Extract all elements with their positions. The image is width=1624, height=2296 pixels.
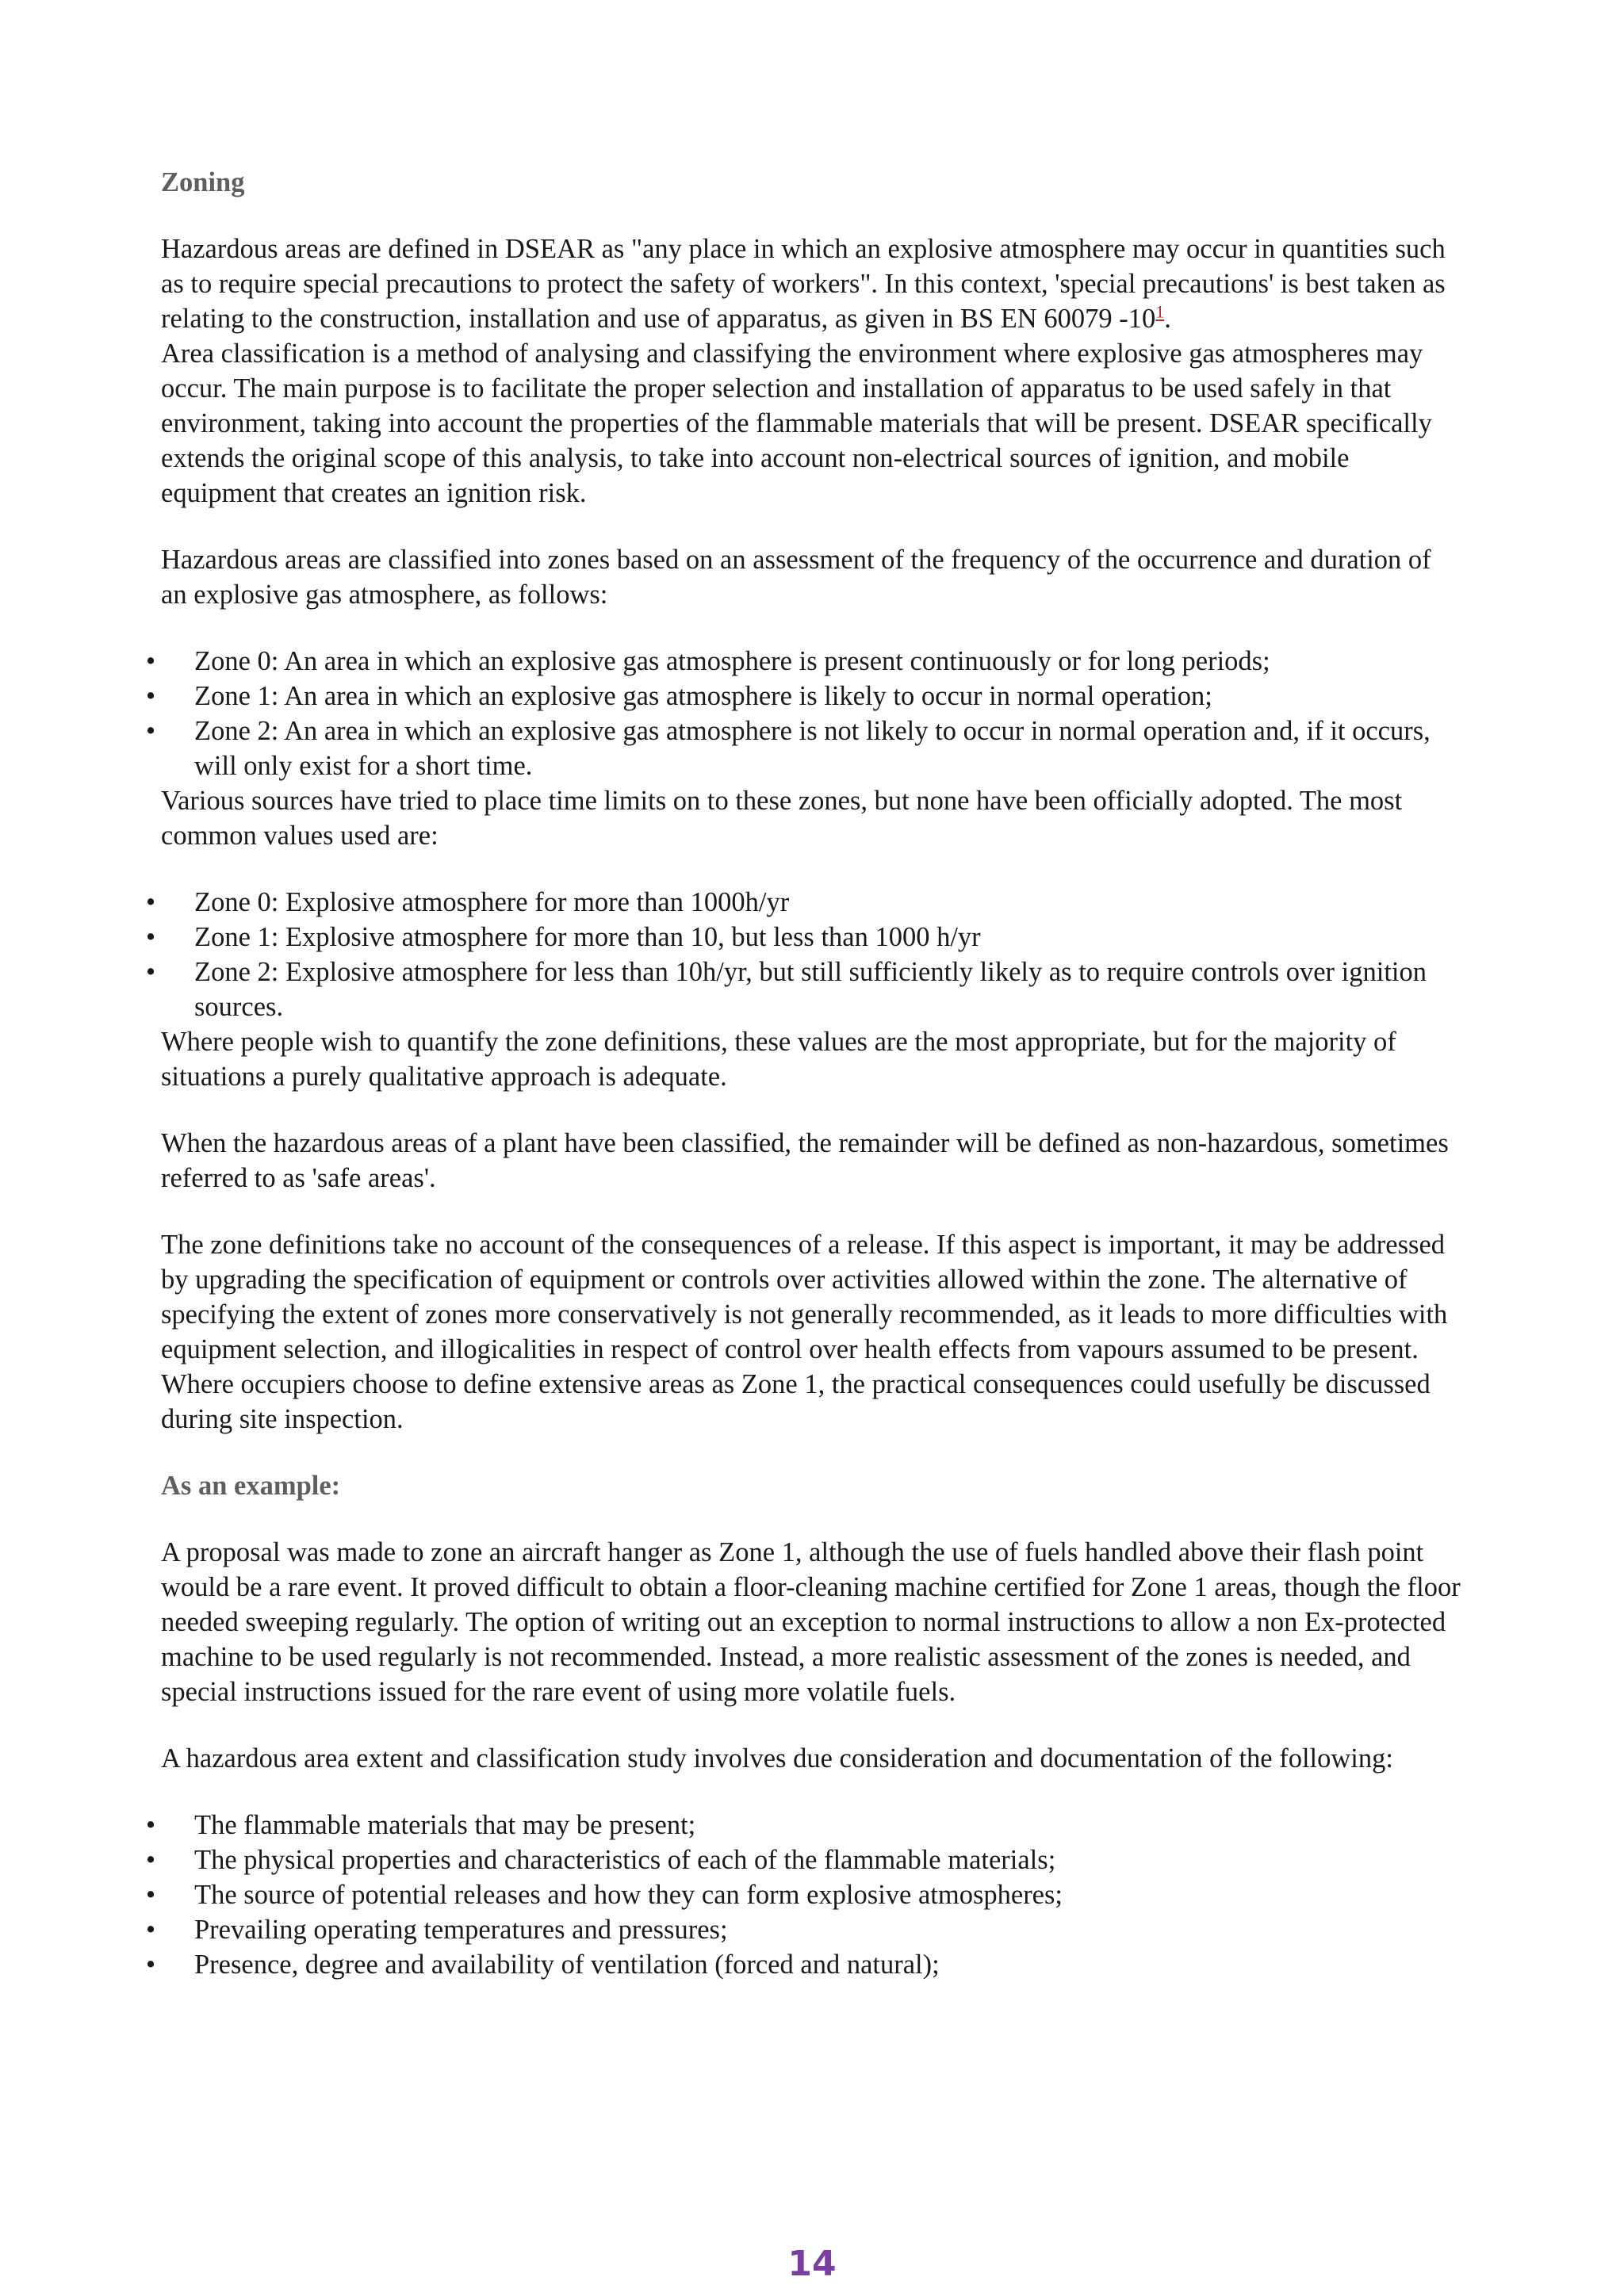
paragraph-zones-intro: Hazardous areas are classified into zones based on an assessment of the frequency of the occurrence and duration of an explosive gas atmosphere, as follows: bbox=[161, 545, 1431, 610]
list-item-text: The physical properties and characteristics of each of the flammable materials; bbox=[194, 1845, 1056, 1875]
zones-list bbox=[0, 644, 1461, 783]
list-item-text: The flammable materials that may be present; bbox=[194, 1810, 696, 1840]
paragraph-consequences: The zone definitions take no account of the consequences of a release. If this aspect is important, it may be addressed by upgrading the specification of equipment or controls over activities allowed within the zone. The alternative of specifying the extent of zones more conservatively is not generally recommended, as it leads to more difficulties with equipment selection, and illogicalities in respect of control over health effects from vapours assumed to be present. Where occupiers choose to define extensive areas as Zone 1, the practical consequences could usefully be discussed during site inspection. bbox=[161, 1230, 1448, 1434]
heading-example: As an example: bbox=[161, 1471, 341, 1501]
page-content bbox=[145, 165, 1461, 1982]
list-item bbox=[0, 644, 1461, 679]
list-item-text: Prevailing operating temperatures and pressures; bbox=[194, 1915, 728, 1945]
time-limits-list bbox=[0, 885, 1461, 1024]
bullet-icon: • bbox=[145, 887, 156, 917]
list-item-text: Zone 2: An area in which an explosive gas atmosphere is not likely to occur in normal operation and, if it occurs, will only exist for a short time. bbox=[194, 716, 1431, 781]
heading-zoning: Zoning bbox=[161, 167, 245, 197]
paragraph-area-classification: Area classification is a method of analysing and classifying the environment where explosive gas atmospheres may occur. The main purpose is to facilitate the proper selection and installation of apparatus to be used safely in that environment, taking into account the properties of the flammable materials that will be present. DSEAR specifically extends the original scope of this analysis, to take into account non-electrical sources of ignition, and mobile equipment that creates an ignition risk. bbox=[161, 339, 1432, 508]
bullet-icon: • bbox=[145, 1810, 156, 1840]
paragraph-example: A proposal was made to zone an aircraft hanger as Zone 1, although the use of fuels handled above their flash point would be a rare event. It proved difficult to obtain a floor-cleaning machine certified for Zone 1 areas, though the floor needed sweeping regularly. The option of writing out an exception to normal instructions to allow a non Ex-protected machine to be used regularly is not recommended. Instead, a more realistic assessment of the zones is needed, and special instructions issued for the rare event of using more volatile fuels. bbox=[161, 1537, 1461, 1707]
paragraph-time-limits-intro: Various sources have tried to place time limits on to these zones, but none have been officially adopted. The most common values used are: bbox=[161, 786, 1403, 851]
list-item-text: Zone 1: Explosive atmosphere for more than 10, but less than 1000 h/yr bbox=[194, 922, 981, 952]
list-item bbox=[0, 1808, 1461, 1843]
list-item bbox=[0, 920, 1461, 955]
bullet-icon: • bbox=[145, 646, 156, 676]
bullet-icon: • bbox=[145, 1880, 156, 1910]
bullet-icon: • bbox=[145, 1950, 156, 1980]
page-number: 14 bbox=[787, 2244, 837, 2284]
paragraph-period: . bbox=[1164, 304, 1171, 334]
list-item-text: Presence, degree and availability of ventilation (forced and natural); bbox=[194, 1950, 940, 1980]
footnote-link[interactable]: 1 bbox=[1155, 301, 1165, 322]
list-item bbox=[0, 955, 1461, 1024]
paragraph-safe-areas: When the hazardous areas of a plant have been classified, the remainder will be defined as non-hazardous, sometimes referred to as 'safe areas'. bbox=[161, 1128, 1449, 1193]
bullet-icon: • bbox=[145, 716, 156, 746]
bullet-icon: • bbox=[145, 922, 156, 952]
footnote-reference bbox=[1155, 302, 1164, 322]
list-item-text: Zone 0: An area in which an explosive gas atmosphere is present continuously or for long periods; bbox=[194, 646, 1270, 676]
list-item bbox=[0, 714, 1461, 783]
paragraph-study-intro: A hazardous area extent and classification study involves due consideration and documentation of the following: bbox=[161, 1743, 1393, 1774]
list-item bbox=[0, 679, 1461, 714]
list-item-text: Zone 1: An area in which an explosive gas atmosphere is likely to occur in normal operation; bbox=[194, 681, 1212, 711]
list-item bbox=[0, 1843, 1461, 1877]
list-item-text: Zone 0: Explosive atmosphere for more than 1000h/yr bbox=[194, 887, 790, 917]
list-item-text: The source of potential releases and how they can form explosive atmospheres; bbox=[194, 1880, 1063, 1910]
list-item bbox=[0, 1877, 1461, 1912]
list-item-text: Zone 2: Explosive atmosphere for less than 10h/yr, but still sufficiently likely as to require controls over ignition sources. bbox=[194, 957, 1427, 1022]
bullet-icon: • bbox=[145, 957, 156, 987]
bullet-icon: • bbox=[145, 681, 156, 711]
study-list bbox=[0, 1808, 1461, 1982]
list-item bbox=[0, 885, 1461, 920]
paragraph-hazardous-definition bbox=[161, 232, 1461, 336]
list-item bbox=[0, 1947, 1461, 1982]
paragraph-quantify: Where people wish to quantify the zone definitions, these values are the most appropriate, but for the majority of situations a purely qualitative approach is adequate. bbox=[161, 1027, 1396, 1092]
bullet-icon: • bbox=[145, 1915, 156, 1945]
paragraph-hazardous-definition-text: Hazardous areas are defined in DSEAR as "any place in which an explosive atmosphere may occur in quantities such as to require special precautions to protect the safety of workers". In this context, 'special precautions' is best taken as relating to the construction, installation and use of apparatus, as given in BS EN 60079 -10 bbox=[161, 234, 1446, 334]
list-item bbox=[0, 1912, 1461, 1947]
bullet-icon: • bbox=[145, 1845, 156, 1875]
